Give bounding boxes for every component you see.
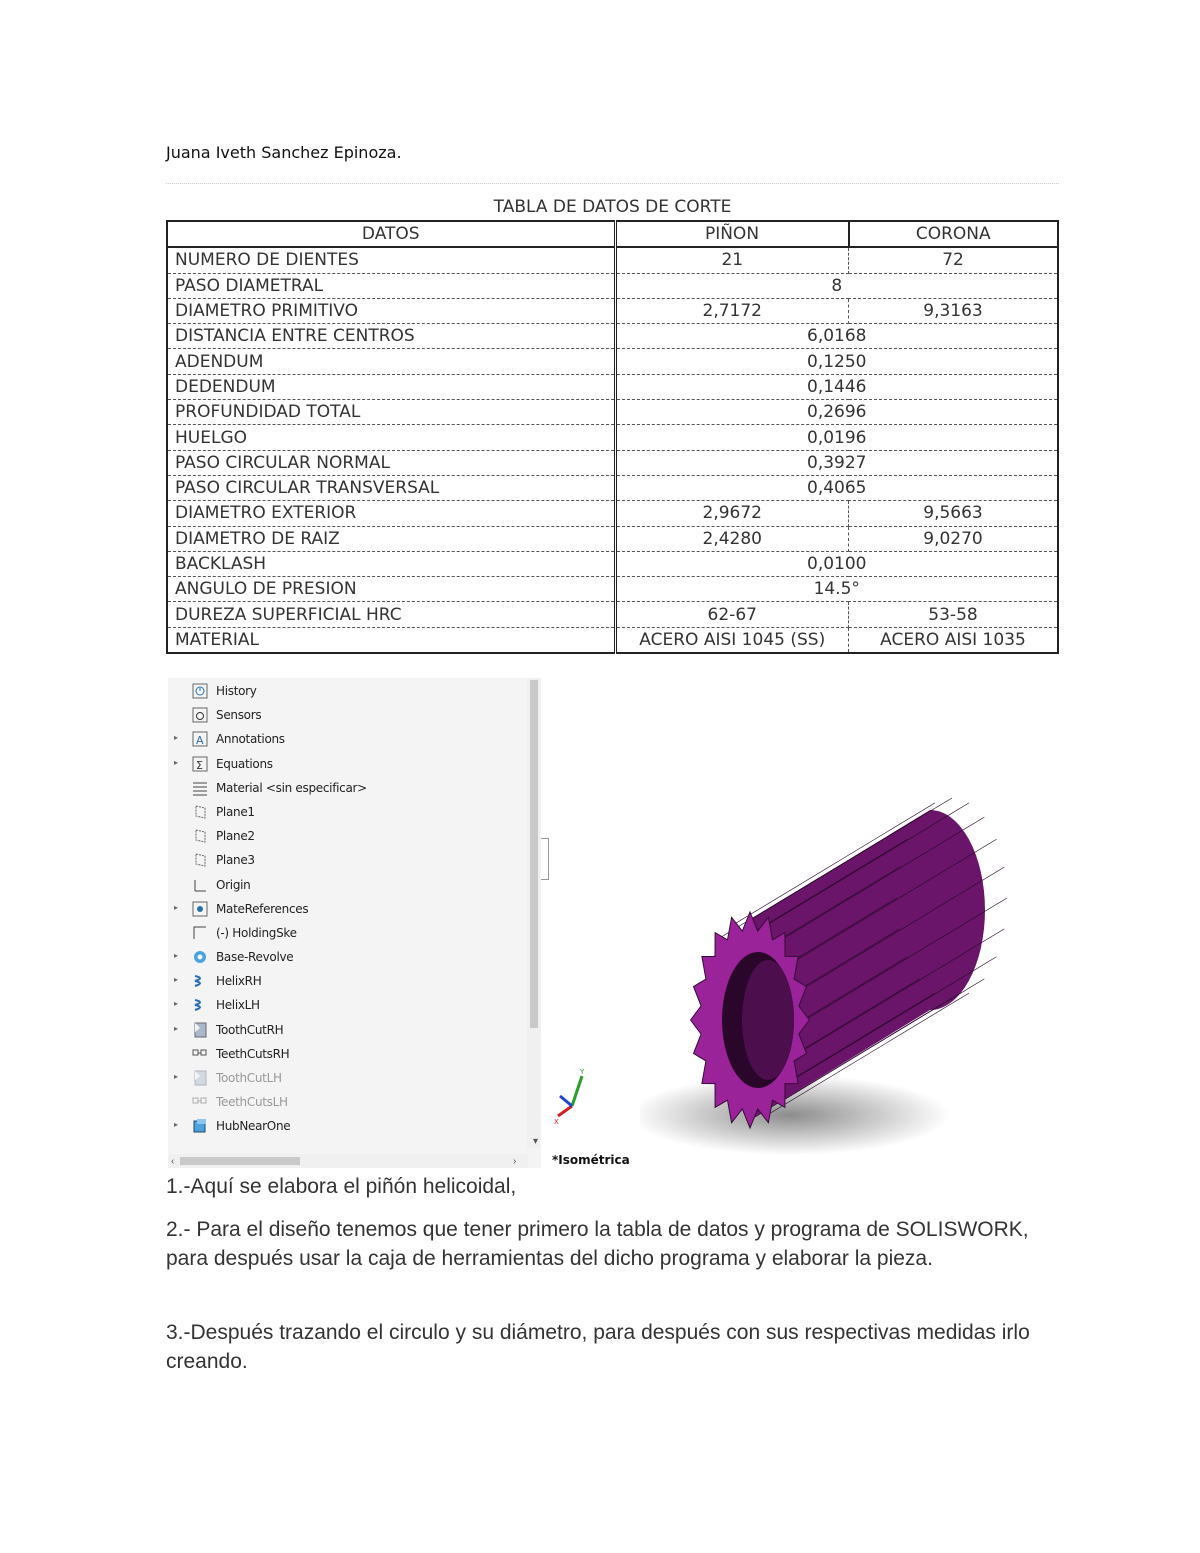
row-value-pinon: 2,9672 — [615, 501, 849, 526]
tree-item-label: Material <sin especificar> — [216, 780, 367, 795]
row-value-pinon: 62-67 — [615, 602, 849, 627]
table-row — [167, 374, 1058, 399]
tree-item-label: Base-Revolve — [216, 950, 294, 965]
paragraph-1: 1.-Aquí se elabora el piñón helicoidal, — [166, 1175, 517, 1198]
row-value-shared — [615, 577, 1058, 602]
tree-item-label: MateReferences — [216, 901, 309, 916]
tree-item[interactable] — [168, 1115, 523, 1139]
paragraph-3: 3.-Después trazando el circulo y su diámetro, para después con sus respectivas medidas irlo creando. — [166, 1321, 1030, 1373]
header-pinon: PIÑON — [615, 221, 849, 247]
shared-value: 0,0100 — [807, 554, 867, 574]
shared-value: 8 — [831, 275, 843, 296]
cut-icon — [192, 1022, 208, 1038]
shared-value: 0,0196 — [807, 427, 867, 448]
hub-icon — [192, 1118, 208, 1134]
shared-value: 0,1250 — [807, 351, 867, 372]
helix-icon — [192, 973, 208, 989]
expand-arrow-icon[interactable]: ▸ — [174, 975, 179, 985]
row-value-shared — [615, 374, 1058, 399]
horizontal-scrollbar[interactable] — [168, 1154, 528, 1168]
tree-item-label: ToothCutLH — [216, 1071, 282, 1085]
table-row — [167, 273, 1058, 298]
shared-value: 0,3927 — [807, 452, 867, 473]
annotations-icon — [192, 731, 208, 747]
tree-item[interactable] — [168, 753, 523, 777]
plane-icon — [192, 828, 208, 844]
tree-item[interactable] — [168, 801, 523, 825]
expand-arrow-icon[interactable]: ▸ — [174, 902, 179, 912]
table-row — [167, 627, 1058, 653]
tree-item[interactable] — [168, 777, 523, 801]
tree-item[interactable] — [168, 825, 523, 849]
feature-tree — [168, 680, 523, 1140]
row-label: DIAMETRO DE RAIZ — [167, 526, 615, 551]
helical-gear-3d-model — [640, 770, 1040, 1170]
shared-value: 0,2696 — [807, 402, 867, 423]
row-value-shared — [615, 349, 1058, 374]
table-header-row — [167, 221, 1058, 247]
history-icon — [192, 683, 208, 699]
row-label: PROFUNDIDAD TOTAL — [167, 400, 615, 425]
tree-item-label: Plane3 — [216, 853, 255, 868]
sensors-icon — [192, 707, 208, 723]
tree-item[interactable] — [168, 728, 523, 752]
scroll-right-icon[interactable]: › — [513, 1156, 517, 1167]
expand-arrow-icon[interactable]: ▸ — [174, 999, 179, 1009]
shared-value: 0,1446 — [807, 376, 867, 397]
table-row — [167, 400, 1058, 425]
tree-item-label: HubNearOne — [216, 1119, 291, 1134]
row-value-shared — [615, 400, 1058, 425]
shared-value: 0,4065 — [807, 478, 867, 499]
row-value-corona: 72 — [849, 247, 1058, 273]
row-value-corona: 9,0270 — [849, 526, 1058, 551]
svg-text:A: A — [196, 734, 204, 748]
row-label: PASO CIRCULAR NORMAL — [167, 450, 615, 475]
plane-icon — [192, 804, 208, 820]
row-value-shared — [615, 425, 1058, 450]
gear-bore-inner — [742, 960, 794, 1080]
helix-icon — [192, 997, 208, 1013]
row-value-pinon: 2,7172 — [615, 298, 849, 323]
table-row — [167, 551, 1058, 576]
author-name: Juana Iveth Sanchez Epinoza. — [166, 143, 402, 162]
tree-item-label: Origin — [216, 877, 251, 892]
row-label: DEDENDUM — [167, 374, 615, 399]
tree-item[interactable] — [168, 849, 523, 873]
sketch-icon — [192, 925, 208, 941]
tree-item-label: Plane2 — [216, 829, 255, 844]
tree-item-label: ToothCutRH — [216, 1022, 284, 1037]
expand-arrow-icon[interactable]: ▸ — [174, 1023, 179, 1033]
row-label: PASO DIAMETRAL — [167, 273, 615, 298]
row-label: ANGULO DE PRESION — [167, 577, 615, 602]
row-label: HUELGO — [167, 425, 615, 450]
expand-arrow-icon[interactable]: ▸ — [174, 1120, 179, 1130]
row-value-shared — [615, 475, 1058, 500]
equations-icon — [192, 756, 208, 772]
expand-arrow-icon[interactable]: ▸ — [174, 733, 179, 743]
cut-icon — [192, 1070, 208, 1086]
panel-splitter-handle[interactable] — [541, 838, 549, 880]
row-label: DIAMETRO EXTERIOR — [167, 501, 615, 526]
table-row — [167, 602, 1058, 627]
tree-item-label: Equations — [216, 756, 273, 771]
row-value-corona: 9,3163 — [849, 298, 1058, 323]
row-label: DUREZA SUPERFICIAL HRC — [167, 602, 615, 627]
tree-item-label: HelixLH — [216, 998, 260, 1013]
mate-references-icon — [192, 901, 208, 917]
table-row — [167, 577, 1058, 602]
tree-item[interactable] — [168, 680, 523, 704]
tree-item[interactable] — [168, 1019, 523, 1043]
row-value-shared — [615, 450, 1058, 475]
tree-item[interactable] — [168, 1091, 523, 1115]
row-label: ADENDUM — [167, 349, 615, 374]
table-row — [167, 298, 1058, 323]
table-row — [167, 450, 1058, 475]
svg-text:Σ: Σ — [196, 758, 203, 772]
table-row — [167, 475, 1058, 500]
row-label: DISTANCIA ENTRE CENTROS — [167, 324, 615, 349]
table-row — [167, 526, 1058, 551]
tree-item-label: Sensors — [216, 708, 262, 723]
header-datos: DATOS — [167, 221, 615, 247]
row-value-pinon: 21 — [615, 247, 849, 273]
table-row — [167, 247, 1058, 273]
tree-item-label: Plane1 — [216, 804, 255, 819]
tree-item[interactable] — [168, 946, 523, 970]
shared-value: 14.5° — [813, 579, 860, 600]
expand-arrow-icon[interactable]: ▸ — [174, 951, 179, 961]
tree-item-label: (-) HoldingSke — [216, 925, 297, 940]
cutting-data-table — [166, 183, 1059, 654]
row-label: PASO CIRCULAR TRANSVERSAL — [167, 475, 615, 500]
row-value-shared — [615, 273, 1058, 298]
tree-item[interactable] — [168, 704, 523, 728]
origin-icon — [192, 877, 208, 893]
tree-item-label: TeethCutsLH — [216, 1095, 288, 1110]
tree-item[interactable] — [168, 994, 523, 1018]
row-label: NUMERO DE DIENTES — [167, 247, 615, 273]
revolve-icon — [192, 949, 208, 965]
row-value-corona: 9,5663 — [849, 501, 1058, 526]
table-row — [167, 324, 1058, 349]
row-value-pinon: 2,4280 — [615, 526, 849, 551]
scroll-down-icon[interactable]: ▾ — [532, 1136, 538, 1147]
expand-arrow-icon[interactable]: ▸ — [174, 757, 179, 767]
row-value-shared — [615, 324, 1058, 349]
paragraph-2: 2.- Para el diseño tenemos que tener primero la tabla de datos y programa de SOLISWORK, para después usar la caja de herramientas del dicho programa y elaborar la pieza. — [166, 1218, 1029, 1270]
scroll-left-icon[interactable]: ‹ — [171, 1156, 175, 1167]
tree-item-label: History — [216, 684, 257, 698]
material-icon — [192, 780, 208, 796]
row-label: DIAMETRO PRIMITIVO — [167, 298, 615, 323]
feature-tree-panel — [168, 678, 541, 1168]
expand-arrow-icon[interactable]: ▸ — [174, 1072, 179, 1081]
tree-item-label: HelixRH — [216, 974, 262, 989]
tree-item[interactable] — [168, 1043, 523, 1067]
tree-item[interactable] — [168, 1067, 523, 1091]
pattern-icon — [192, 1046, 208, 1062]
svg-text:Y: Y — [580, 1068, 585, 1076]
table-row — [167, 501, 1058, 526]
pattern-icon — [192, 1094, 208, 1110]
row-label: BACKLASH — [167, 551, 615, 576]
tree-item[interactable] — [168, 898, 523, 922]
plane-icon — [192, 852, 208, 868]
tree-item-label: TeethCutsRH — [216, 1046, 290, 1061]
row-value-corona: ACERO AISI 1035 — [849, 627, 1058, 653]
tree-item[interactable] — [168, 922, 523, 946]
row-label: MATERIAL — [167, 627, 615, 653]
view-orientation-label: *Isométrica — [552, 1153, 630, 1167]
row-value-corona: 53-58 — [849, 602, 1058, 627]
tree-item-label: Annotations — [216, 732, 285, 747]
shared-value: 6,0168 — [807, 326, 867, 347]
tree-item[interactable] — [168, 970, 523, 994]
svg-text:X: X — [554, 1118, 559, 1126]
vertical-scrollbar[interactable] — [527, 678, 541, 1148]
axis-triad-icon — [552, 1068, 592, 1128]
header-corona: CORONA — [849, 221, 1058, 247]
tree-item[interactable] — [168, 874, 523, 898]
row-value-pinon: ACERO AISI 1045 (SS) — [615, 627, 849, 653]
row-value-shared — [615, 551, 1058, 576]
data-table — [166, 220, 1059, 654]
table-row — [167, 425, 1058, 450]
table-row — [167, 349, 1058, 374]
table-title: TABLA DE DATOS DE CORTE — [166, 183, 1059, 220]
